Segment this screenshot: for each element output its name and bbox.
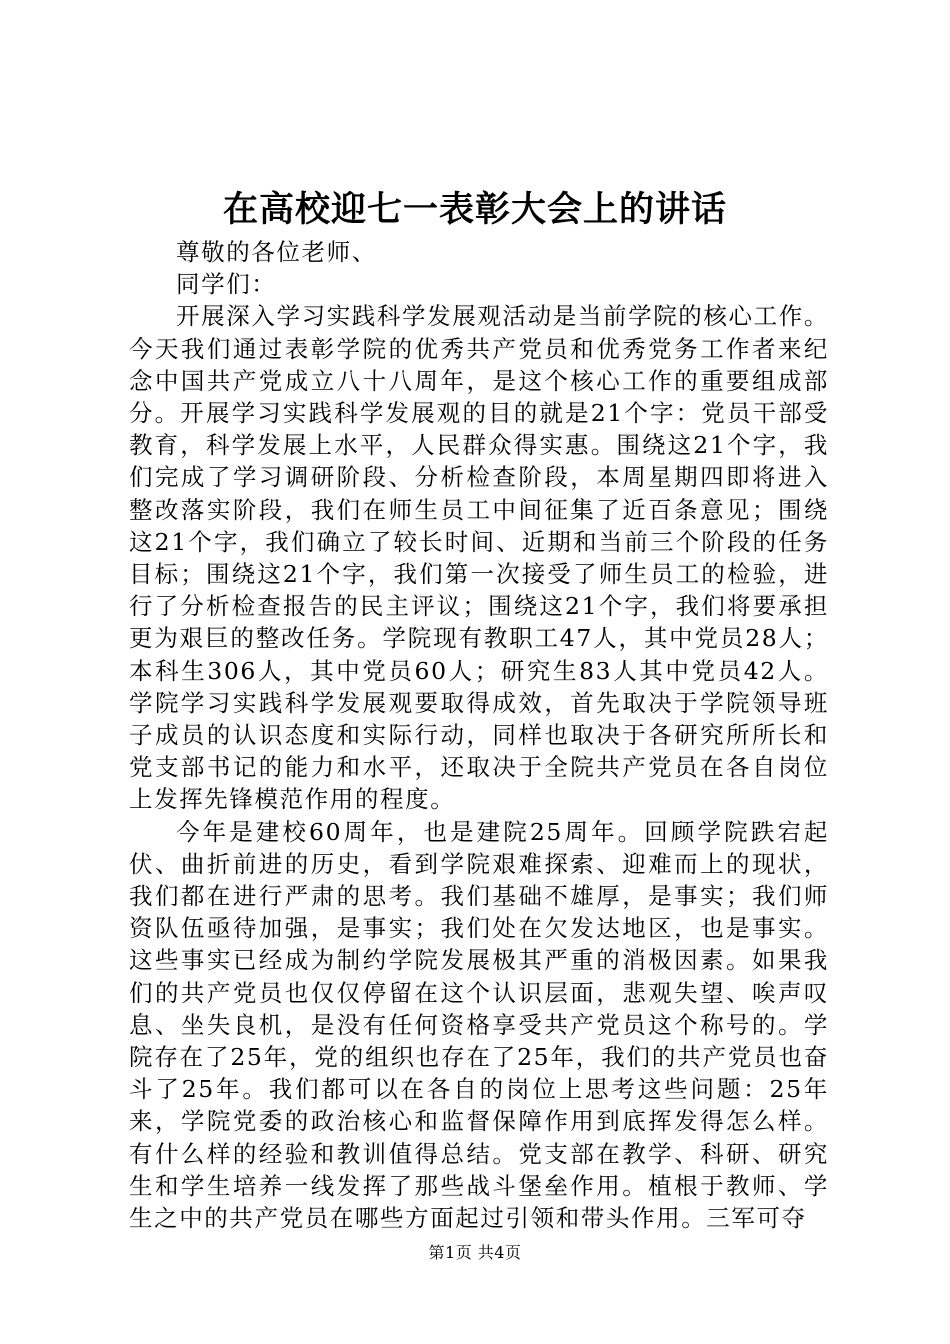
document-title: 在高校迎七一表彰大会上的讲话 xyxy=(222,189,727,230)
salutation-line-2: 同学们： xyxy=(176,270,277,299)
page-footer: 第1页 共4页 xyxy=(428,1243,522,1262)
paragraph-1: 开展深入学习实践科学发展观活动是当前学院的核心工作。今天我们通过表彰学院的优秀共产党员和优秀党务工作者来纪念中国共产党成立八十八周年，是这个核心工作的重要组成部分。开展学习实践科学发展观的目的就是21个字：党员干部受教育，科学发展上水平，人民群众得实惠。围绕这21个字，我们完成了学习调研阶段、分析检查阶段，本周星期四即将进入整改落实阶段，我们在师生员工中间征集了近百条意见；围绕这21个字，我们确立了较长时间、近期和当前三个阶段的任务目标；围绕这21个字，我们第一次接受了师生员工的检验，进行了分析检查报告的民主评议；围绕这21个字，我们将要承担更为艰巨的整改任务。学院现有教职工47人，其中党员28人；本科生306人，其中党员60人；研究生83人其中党员42人。学院学习实践科学发展观要取得成效，首先取决于学院领导班子成员的认识态度和实际行动，同样也取决于各研究所所长和党支部书记的能力和水平，还取决于全院共产党员在各自岗位上发挥先锋模范作用的程度。 xyxy=(129,302,829,814)
paragraph-2: 今年是建校60周年，也是建院25周年。回顾学院跌宕起伏、曲折前进的历史，看到学院艰难探索、迎难而上的现状，我们都在进行严肃的思考。我们基础不雄厚，是事实；我们师资队伍亟待加强，是事实；我们处在欠发达地区，也是事实。这些事实已经成为制约学院发展极其严重的消极因素。如果我们的共产党员也仅仅停留在这个认识层面，悲观失望、唉声叹息、坐失良机，是没有任何资格享受共产党员这个称号的。学院存在了25年，党的组织也存在了25年，我们的共产党员也奋斗了25年。我们都可以在各自的岗位上思考这些问题：25年来，学院党委的政治核心和监督保障作用到底挥发得怎么样。有什么样的经验和教训值得总结。党支部在教学、科研、研究生和学生培养一线发挥了那些战斗堡垒作用。植根于教师、学生之中的共产党员在哪些方面起过引领和带头作用。三军可夺 xyxy=(129,817,829,1233)
salutation-line-1: 尊敬的各位老师、 xyxy=(176,238,377,266)
document-body xyxy=(129,236,829,1234)
